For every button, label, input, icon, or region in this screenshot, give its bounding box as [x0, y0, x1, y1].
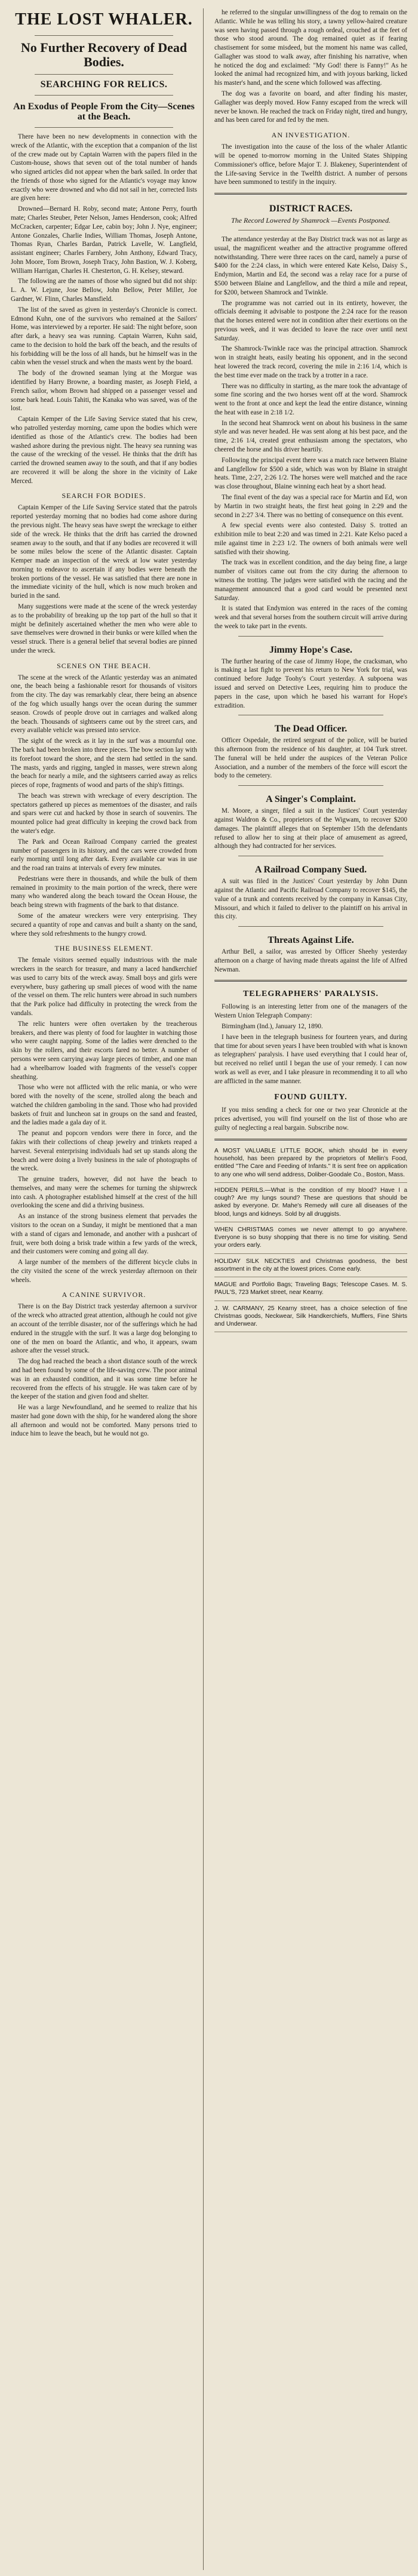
paragraph: Following is an interesting letter from one of the managers of the Western Union Telegraph Company: [214, 1003, 407, 1020]
district-races-deck: The Record Lowered by Shamrock —Events Postponed. [231, 216, 391, 225]
divider [35, 95, 173, 96]
classified-ad: HIDDEN PERILS.—What is the condition of my blood? Have I a cough? Are my lungs sound? These are questions that should be asked by everyone. Dr. Mahe's Remedy will cure all diseases of the blood, lungs and kidneys. Sold by all druggists. [214, 1186, 407, 1222]
divider [35, 35, 173, 36]
divider [35, 127, 173, 128]
article-body [11, 133, 197, 1438]
divider [35, 74, 173, 75]
divider [214, 980, 407, 982]
paragraph: The following are the names of those who signed but did not ship: L. A. W. Lejune, Jose Bellow, John Bellow, Peter Miller, Joe Gardner, W. Flinn, Charles Mansfield. [11, 278, 197, 303]
section-subhead: AN INVESTIGATION. [271, 131, 351, 140]
paragraph: If you miss sending a check for one or two year Chronicle at the prices advertised, you will find yourself on the list of those who are guilty of neglecting a real bargain. Subscribe now. [214, 1106, 407, 1132]
section-subhead: SCENES ON THE BEACH. [57, 661, 151, 670]
paragraph: The female visitors seemed equally industrious with the male wreckers in the search for treasure, and many a laced handkerchief was used to carry bits of the wreck away. Small boys and girls were everywhere, busy gathering up small pieces of wood with the name of the vessel on them. The relic hunters were abroad in such numbers that the Park police had difficulty in protecting the wreck from the vandals. [11, 957, 197, 1018]
paragraph: Those who were not afflicted with the relic mania, or who were bored with the novelty of the scene, strolled along the beach and watched the children gamboling in the sand. Those who had provided baskets of fruit and luncheon sat in groups on the sand and feasted, and the ladies made a gala day of it. [11, 1084, 197, 1127]
paragraph: The sight of the wreck as it lay in the surf was a mournful one. The bark had been broken into three pieces. The bow section lay with its forefoot toward the shore, and the stern had settled in the sand. The masts, yards and rigging, tangled in masses, were strewn along the beach for nearly a mile, and the sightseers carried away as relics pieces of rope, fragments of wood and parts of the ship's fittings. [11, 737, 197, 789]
divider [238, 785, 383, 786]
paragraph: It is stated that Endymion was entered in the races of the coming week and that several horses from the southern circuit will arrive during the week to take part in the events. [214, 605, 407, 630]
section-title: A Railroad Company Sued. [254, 865, 367, 875]
paragraph: There is on the Bay District track yesterday afternoon a survivor of the wreck who attracted great attention, although he could not give an account of the terrible disaster, nor of the sufferings which he had endured in the struggle with the surf. It was a large dog belonging to one of the men on board the Atlantic, and who, it appears, swam ashore after the vessel struck. [11, 1303, 197, 1355]
section-subhead: SEARCH FOR BODIES. [62, 491, 146, 500]
section-subhead: THE BUSINESS ELEMENT. [54, 944, 153, 953]
paragraph: In the second heat Shamrock went on about his business in the same style and was never headed. He was sent along at his best pace, and the time, 2:16 1/4, created great enthusiasm among the spectators, who cheered the horse and his driver heartily. [214, 419, 407, 454]
classified-ad: WHEN CHRISTMAS comes we never attempt to go anywhere. Everyone is so busy shopping that there is no time for visiting. Send your orders early. [214, 1226, 407, 1254]
paragraph: The dog had reached the beach a short distance south of the wreck and had been found by some of the life-saving crew. The poor animal was in an exhausted condition, and it was some time before he recovered from the effects of his struggle. He was taken care of by the keeper of the station and given food and shelter. [11, 1358, 197, 1401]
paragraph: Pedestrians were there in thousands, and while the bulk of them remained in proximity to the main portion of the wreck, there were many who wandered along the beach toward the Ocean House, the beach being strewn with fragments of the bark to that distance. [11, 875, 197, 909]
classified-ad: J. W. CARMANY, 25 Kearny street, has a choice selection of fine Christmas goods, Neckwear, Silk Handkerchiefs, Mufflers, Fine Shirts and Underwear. [214, 1305, 407, 1333]
paragraph: The attendance yesterday at the Bay District track was not as large as usual, the magnificent weather and the attractive programme offered notwithstanding. There were three races on the card, namely a purse of $400 for the 2:24 class, in which were entered Kate Kelso, Daisy S., Endymion, Martin and Ed, the second was a relay race for a purse of $500 between Blaine and Langfellow, and the third a mile and repeat, for $200, between Shamrock and Twinkle. [214, 236, 407, 296]
paragraph: The Shamrock-Twinkle race was the principal attraction. Shamrock won in straight heats, easily beating his opponent, and in the second heat lowered the track record, covering the mile in 2:16 1/4, which is the best time ever made on the track by a trotter in a race. [214, 345, 407, 379]
paragraph: The genuine traders, however, did not have the beach to themselves, and many were the schemes for turning the shipwreck into cash. A photographer established himself at the crest of the hill overlooking the scene and did a thriving business. [11, 1176, 197, 1210]
right-column [214, 8, 407, 2570]
section-title: A Singer's Complaint. [266, 794, 356, 805]
classified-ad: HOLIDAY SILK NECKTIES and Christmas goodness, the best assortment in the city at the lowest prices. Come early. [214, 1258, 407, 1278]
paragraph: Drowned—Bernard H. Roby, second mate; Antone Perry, fourth mate; Charles Steuber, Peter Nelson, James Henderson, cook; Alfred McCracken, carpenter; Edgar Lee, cabin boy; John J. Nye, engineer; Antone Gonzales, Charlie Indies, William Thomas, Joseph Antone, Thomas Ryan, Charles Bardan, Patrick Lavelle, W. Langfield, assistant engineer; Charles Farnbery, John Anthony, Edward Tracy, John Moore, Tom Brown, Joseph Tracy, John Bastion, W. J. Koberg, William Harrigan, Charles H. Chesterton, G. H. Kelsey, steward. [11, 205, 197, 275]
paragraph: A large number of the members of the different bicycle clubs in the city visited the scene of the wreck yesterday afternoon on their wheels. [11, 1259, 197, 1284]
ad-headline: TELEGRAPHERS' PARALYSIS. [242, 989, 379, 999]
paragraph: The investigation into the cause of the loss of the whaler Atlantic will be opened to-morrow morning in the United States Shipping Commissioner's office, before Major T. J. Blakeney, Superintendent of the Life-saving Service in the Twelfth district. A number of persons have been summoned to testify in the inquiry. [214, 143, 407, 186]
paragraph: There have been no new developments in connection with the wreck of the Atlantic, with the exception that a companion of the list of the crew made out by Captain Warren with the papers filed in the Custom-house, shows that seven out of the total number of hands who signed articles did not appear when the bark sailed. In order that the friends of those who signed for the Atlantic's voyage may know exactly who were drowned and who did not sail in her, corrected lists are given here: [11, 133, 197, 202]
district-races-title: DISTRICT RACES. [269, 204, 353, 214]
paragraph: He was a large Newfoundland, and he seemed to realize that his master had gone down with the ship, for he wandered along the shore all afternoon and would not be comforted. Many persons tried to induce him to leave the beach, but he would not go. [11, 1404, 197, 1438]
paragraph: A suit was filed in the Justices' Court yesterday by John Dunn against the Atlantic and Pacific Railroad Company to recover $145, the value of a trunk and contents received by the company in Kansas City, Missouri, and which it failed to deliver to the plaintiff on his arrival in this city. [214, 878, 407, 921]
paragraph: he referred to the singular unwillingness of the dog to remain on the Atlantic. While he was telling his story, a tawny yellow-haired creature was seen having passed through a rough ordeal, crouched at the feet of those who stood around. The dog remained quiet as if fearing chastisement for some misdeed, but the moment his name was called, Gallagher was stood to walk away, after finishing his narrative, when he noticed the dog and exclaimed: "My God! there is Fanny!" As he looked the animal had recognized him, and with joyous barking, licked his master's hand, and the scene which followed was affecting. [214, 9, 407, 87]
deck-subheadline: An Exodus of People From the City—Scenes at the Beach. [13, 101, 195, 122]
paragraph: The body of the drowned seaman lying at the Morgue was identified by Harry Browne, a boarding master, as Joseph Field, a French sailor, whom Brown had shipped on a passenger vessel and some bark head. Louis Tahiti, the Kanaka who was saved, was of the lost. [11, 370, 197, 413]
classified-ad: MAGUE and Portfolio Bags; Traveling Bags; Telescope Cases. M. S. PAUL'S, 723 Market street, near Kearny. [214, 1281, 407, 1301]
paragraph: The further hearing of the case of Jimmy Hope, the cracksman, who is making a last fight to prevent his return to New York for trial, was continued before Judge Toohy's Court yesterday. A subpoena was issued and served on Detective Lees, requiring him to produce the papers in the case, upon which he based his warrant for Hope's extradition. [214, 657, 407, 709]
section-title: The Dead Officer. [274, 724, 348, 734]
classified-ads [214, 1147, 407, 1333]
divider [214, 193, 407, 195]
paragraph: Following the principal event there was a match race between Blaine and Langfellow for $500 a side, which was won by Blaine in straight heats. Time, 2:27, 2:26 1/2. The horses were well matched and the race was close throughout, Blaine winning each heat by a short head. [214, 456, 407, 491]
paragraph: The final event of the day was a special race for Martin and Ed, won by Martin in two straight heats, the first heat going in 2:29 and the second in 2:27 3/4. There was no betting of consequence on this event. [214, 493, 407, 519]
paragraph: Captain Kemper of the Life Saving Service stated that his crew, who patrolled yesterday morning, came upon the bodies which were identified as those of the Atlantic's crew. The bodies had been washed ashore during the previous night. The heavy sea running was the cause of the wrecking of the vessel. He thinks that the drift has carried the drowned seamen away to the south, and that if any bodies are recovered it will be along the shore in the vicinity of Lake Merced. [11, 416, 197, 485]
main-headline: THE LOST WHALER. [15, 10, 193, 29]
paragraph: The dog was a favorite on board, and after finding his master, Gallagher was deeply moved. How Fanny escaped from the wreck will never be known. He reached the track on Friday night, tired and hungry, and has been cared for and fed by the men. [214, 90, 407, 124]
paragraph: M. Moore, a singer, filed a suit in the Justices' Court yesterday against Waldron & Co., proprietors of the Wigwam, to recover $200 damages. The plaintiff alleges that on September 15th the defendants refused to allow her to sing at their place of amusement as agreed, although they had contracted for her services. [214, 807, 407, 850]
section-title: Jimmy Hope's Case. [269, 644, 353, 655]
paragraph: Some of the amateur wreckers were very enterprising. They secured a quantity of rope and canvas and built a shanty on the sand, where they sold refreshments to the hungry crowd. [11, 912, 197, 937]
paragraph: Captain Kemper of the Life Saving Service stated that the patrols reported yesterday morning that no bodies had come ashore during the previous night. The heavy seas have swept the wreckage to either side of the wreck. He thinks that the drift has carried the drowned seamen away to the south, and that if any bodies are recovered it will be some miles below the scene of the Atlantic disaster. Captain Kemper made an inspection of the wreck at low water yesterday morning to endeavor to ascertain if any bodies were beneath the broken portions of the vessel. He was satisfied that there are none in the immediate vicinity of the hull, which is now much broken and buried in the sand. [11, 504, 197, 600]
paragraph: The programme was not carried out in its entirety, however, the officials deeming it advisable to postpone the 2:24 race for the reason that the horses entered were not in condition after their exertions on the previous week, and it was decided to leave the race over until next Saturday. [214, 299, 407, 342]
paragraph: The peanut and popcorn vendors were there in force, and the fakirs with their collections of cheap jewelry and trinkets reaped a harvest. Several enterprising individuals had set up stands along the beach and were doing a lively business in the sale of photographs of the wreck. [11, 1130, 197, 1173]
classified-ad: A MOST VALUABLE LITTLE BOOK, which should be in every household, has been prepared by the proprietors of Mellin's Food, entitled "The Care and Feeding of Infants." It is sent free on application to any one who will send address, Doliber-Goodale Co., Boston, Mass. [214, 1147, 407, 1183]
divider [238, 926, 383, 927]
section-title: Threats Against Life. [268, 935, 354, 946]
paragraph: Birmingham (Ind.), January 12, 1890. [222, 1022, 323, 1030]
divider [214, 1139, 407, 1141]
left-column [11, 8, 204, 2570]
divider [238, 636, 383, 637]
paragraph: The scene at the wreck of the Atlantic yesterday was an animated one, the beach being a fashionable resort for thousands of visitors from the city. The day was remarkably clear, there being an absence of the fog which usually hangs over the ocean during the summer season. Crowds of people drove out in carriages and walked along the beach. Thousands of sightseers came out by the street cars, and every available vehicle was pressed into service. [11, 674, 197, 734]
paragraph: As an instance of the strong business element that pervades the visitors to the ocean on a Sunday, it might be mentioned that a man with a stand of cigars and lemonade, and another with a pushcart of fruit, were both doing a brisk trade within a few yards of the wreck, and their customers were coming and going all day. [11, 1213, 197, 1256]
paragraph: The track was in excellent condition, and the day being fine, a large number of visitors came out from the city during the afternoon to witness the trotting. The judges were satisfied with the racing and the management announced that a good card would be presented next Saturday. [214, 559, 407, 602]
paragraph: A few special events were also contested. Daisy S. trotted an exhibition mile to beat 2:20 and was timed in 2:21. Kate Kelso paced a mile against time in 2:23 1/2. The owners of both animals were well satisfied with their showing. [214, 522, 407, 556]
paragraph: The beach was strewn with wreckage of every description. The spectators gathered up pieces as mementoes of the disaster, and rails and spars were cut and hacked by those in search of souvenirs. The mounted police had great difficulty in keeping the crowd back from the water's edge. [11, 792, 197, 835]
paragraph: Officer Ospedale, the retired sergeant of the police, will be buried this afternoon from the residence of his daughter, at 104 Turk street. The funeral will be held under the auspices of the Veteran Police Association, and a number of the members of the force will escort the body to the cemetery. [214, 737, 407, 780]
paragraph: I have been in the telegraph business for fourteen years, and during that time for about seven years I have been troubled with what is known as telegraphers' paralysis. I have used everything that I could hear of, but received no relief until I began the use of your remedy. I can now work as well as ever, and I take pleasure in recommending it to all who are afflicted in the same manner. [214, 1033, 407, 1085]
paragraph: Many suggestions were made at the scene of the wreck yesterday as to the probability of breaking up the top part of the hull so that it might be definitely ascertained whether the men who were able to save themselves were drowned in their bunks or were killed when the vessel struck. There is a general belief that several bodies are pinned under the wreck. [11, 603, 197, 654]
paragraph: There was no difficulty in starting, as the mare took the advantage of some fine scoring and the two horses went off at the word. Shamrock went to the front at once and kept the lead the entire distance, winning the heat with ease in 2:18 1/2. [214, 382, 407, 416]
deck-headline: SEARCHING FOR RELICS. [40, 79, 168, 90]
paragraph: The Park and Ocean Railroad Company carried the greatest number of passengers in its history, and the cars were crowded from early morning until long after dark. Every available car was in use and the road ran trains at intervals of every few minutes. [11, 838, 197, 872]
section-subhead: A CANINE SURVIVOR. [62, 1290, 146, 1299]
paragraph: Arthur Bell, a sailor, was arrested by Officer Sheehy yesterday afternoon on a charge of having made threats against the life of Alfred Newman. [214, 948, 407, 973]
paragraph: The relic hunters were often overtaken by the treacherous breakers, and there was plenty of food for laughter in watching those who were caught napping. Some of the ladies were drenched to the skin by the rollers, and their escorts fared no better. A number of persons were seen carrying away large pieces of timber, and one man had a wheelbarrow loaded with fragments of the vessel's copper sheathing. [11, 1020, 197, 1081]
ad-headline: FOUND GUILTY. [274, 1093, 348, 1102]
main-subheadline: No Further Recovery of Dead Bodies. [20, 39, 188, 69]
paragraph: The list of the saved as given in yesterday's Chronicle is correct. Edmond Kuhn, one of the survivors who remained at the Sailors' Home, was interviewed by a reporter. He said: The night before, soon after dark, a heavy sea was running. Captain Warren, Kuhn said, came to the decision to hold the bark off the beach, and the results of his forbidding will be the loss of all hands, but he himself was in the cabin when the vessel struck and when the masts went by the board. [11, 306, 197, 367]
